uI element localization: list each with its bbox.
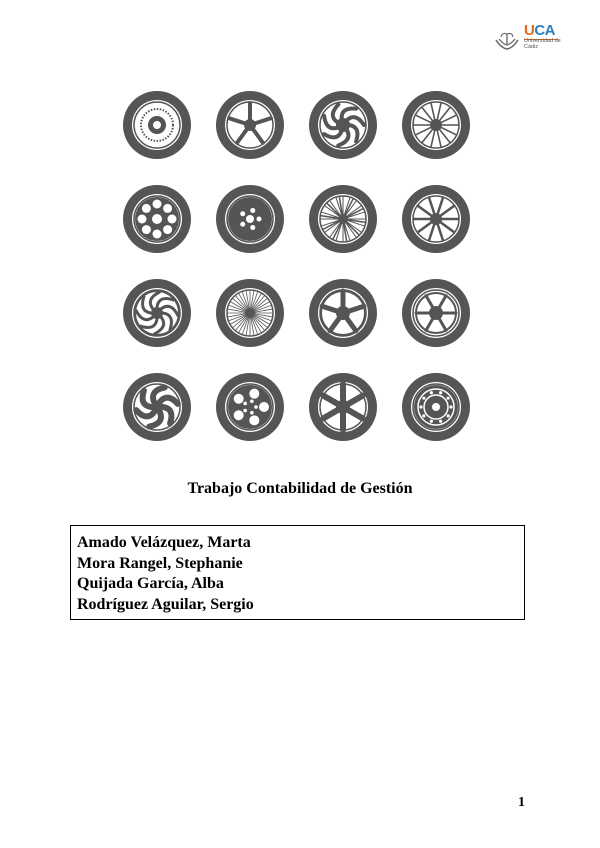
author-name: Rodríguez Aguilar, Sergio <box>77 595 254 613</box>
authors-box <box>70 525 525 620</box>
author-name: Amado Velázquez, Marta <box>77 534 251 551</box>
university-logo <box>494 22 566 58</box>
wheel-swirl-icon <box>122 278 192 348</box>
wheel-wire-spoke-icon <box>215 278 285 348</box>
wheel-illustration-grid <box>122 90 482 440</box>
author-name: Mora Rangel, Stephanie <box>77 554 243 572</box>
wheel-mesh-icon <box>308 184 378 254</box>
wheel-dotted-hub-icon <box>122 90 192 160</box>
wheel-five-spoke-icon <box>308 278 378 348</box>
author-name: Quijada García, Alba <box>77 575 224 592</box>
wheel-lug-disc-icon <box>215 372 285 442</box>
page-number: 1 <box>518 795 525 810</box>
logo-emblem-icon <box>494 28 520 50</box>
wheel-vented-icon <box>401 372 471 442</box>
wheel-turbine-icon <box>308 90 378 160</box>
wheel-star-spoke-icon <box>215 90 285 160</box>
wheel-holed-disc-icon <box>122 184 192 254</box>
wheel-steel-disc-icon <box>215 184 285 254</box>
wheel-six-spoke-icon <box>308 372 378 442</box>
wheel-thin-star-icon <box>401 184 471 254</box>
wheel-fan-icon <box>122 372 192 442</box>
document-title: Trabajo Contabilidad de Gestión <box>187 480 413 497</box>
logo-subtitle: Universidad de Cádiz <box>524 38 561 50</box>
wheel-multi-spoke-icon <box>401 90 471 160</box>
wheel-deep-dish-icon <box>401 278 471 348</box>
logo-text: UCA <box>524 22 556 39</box>
